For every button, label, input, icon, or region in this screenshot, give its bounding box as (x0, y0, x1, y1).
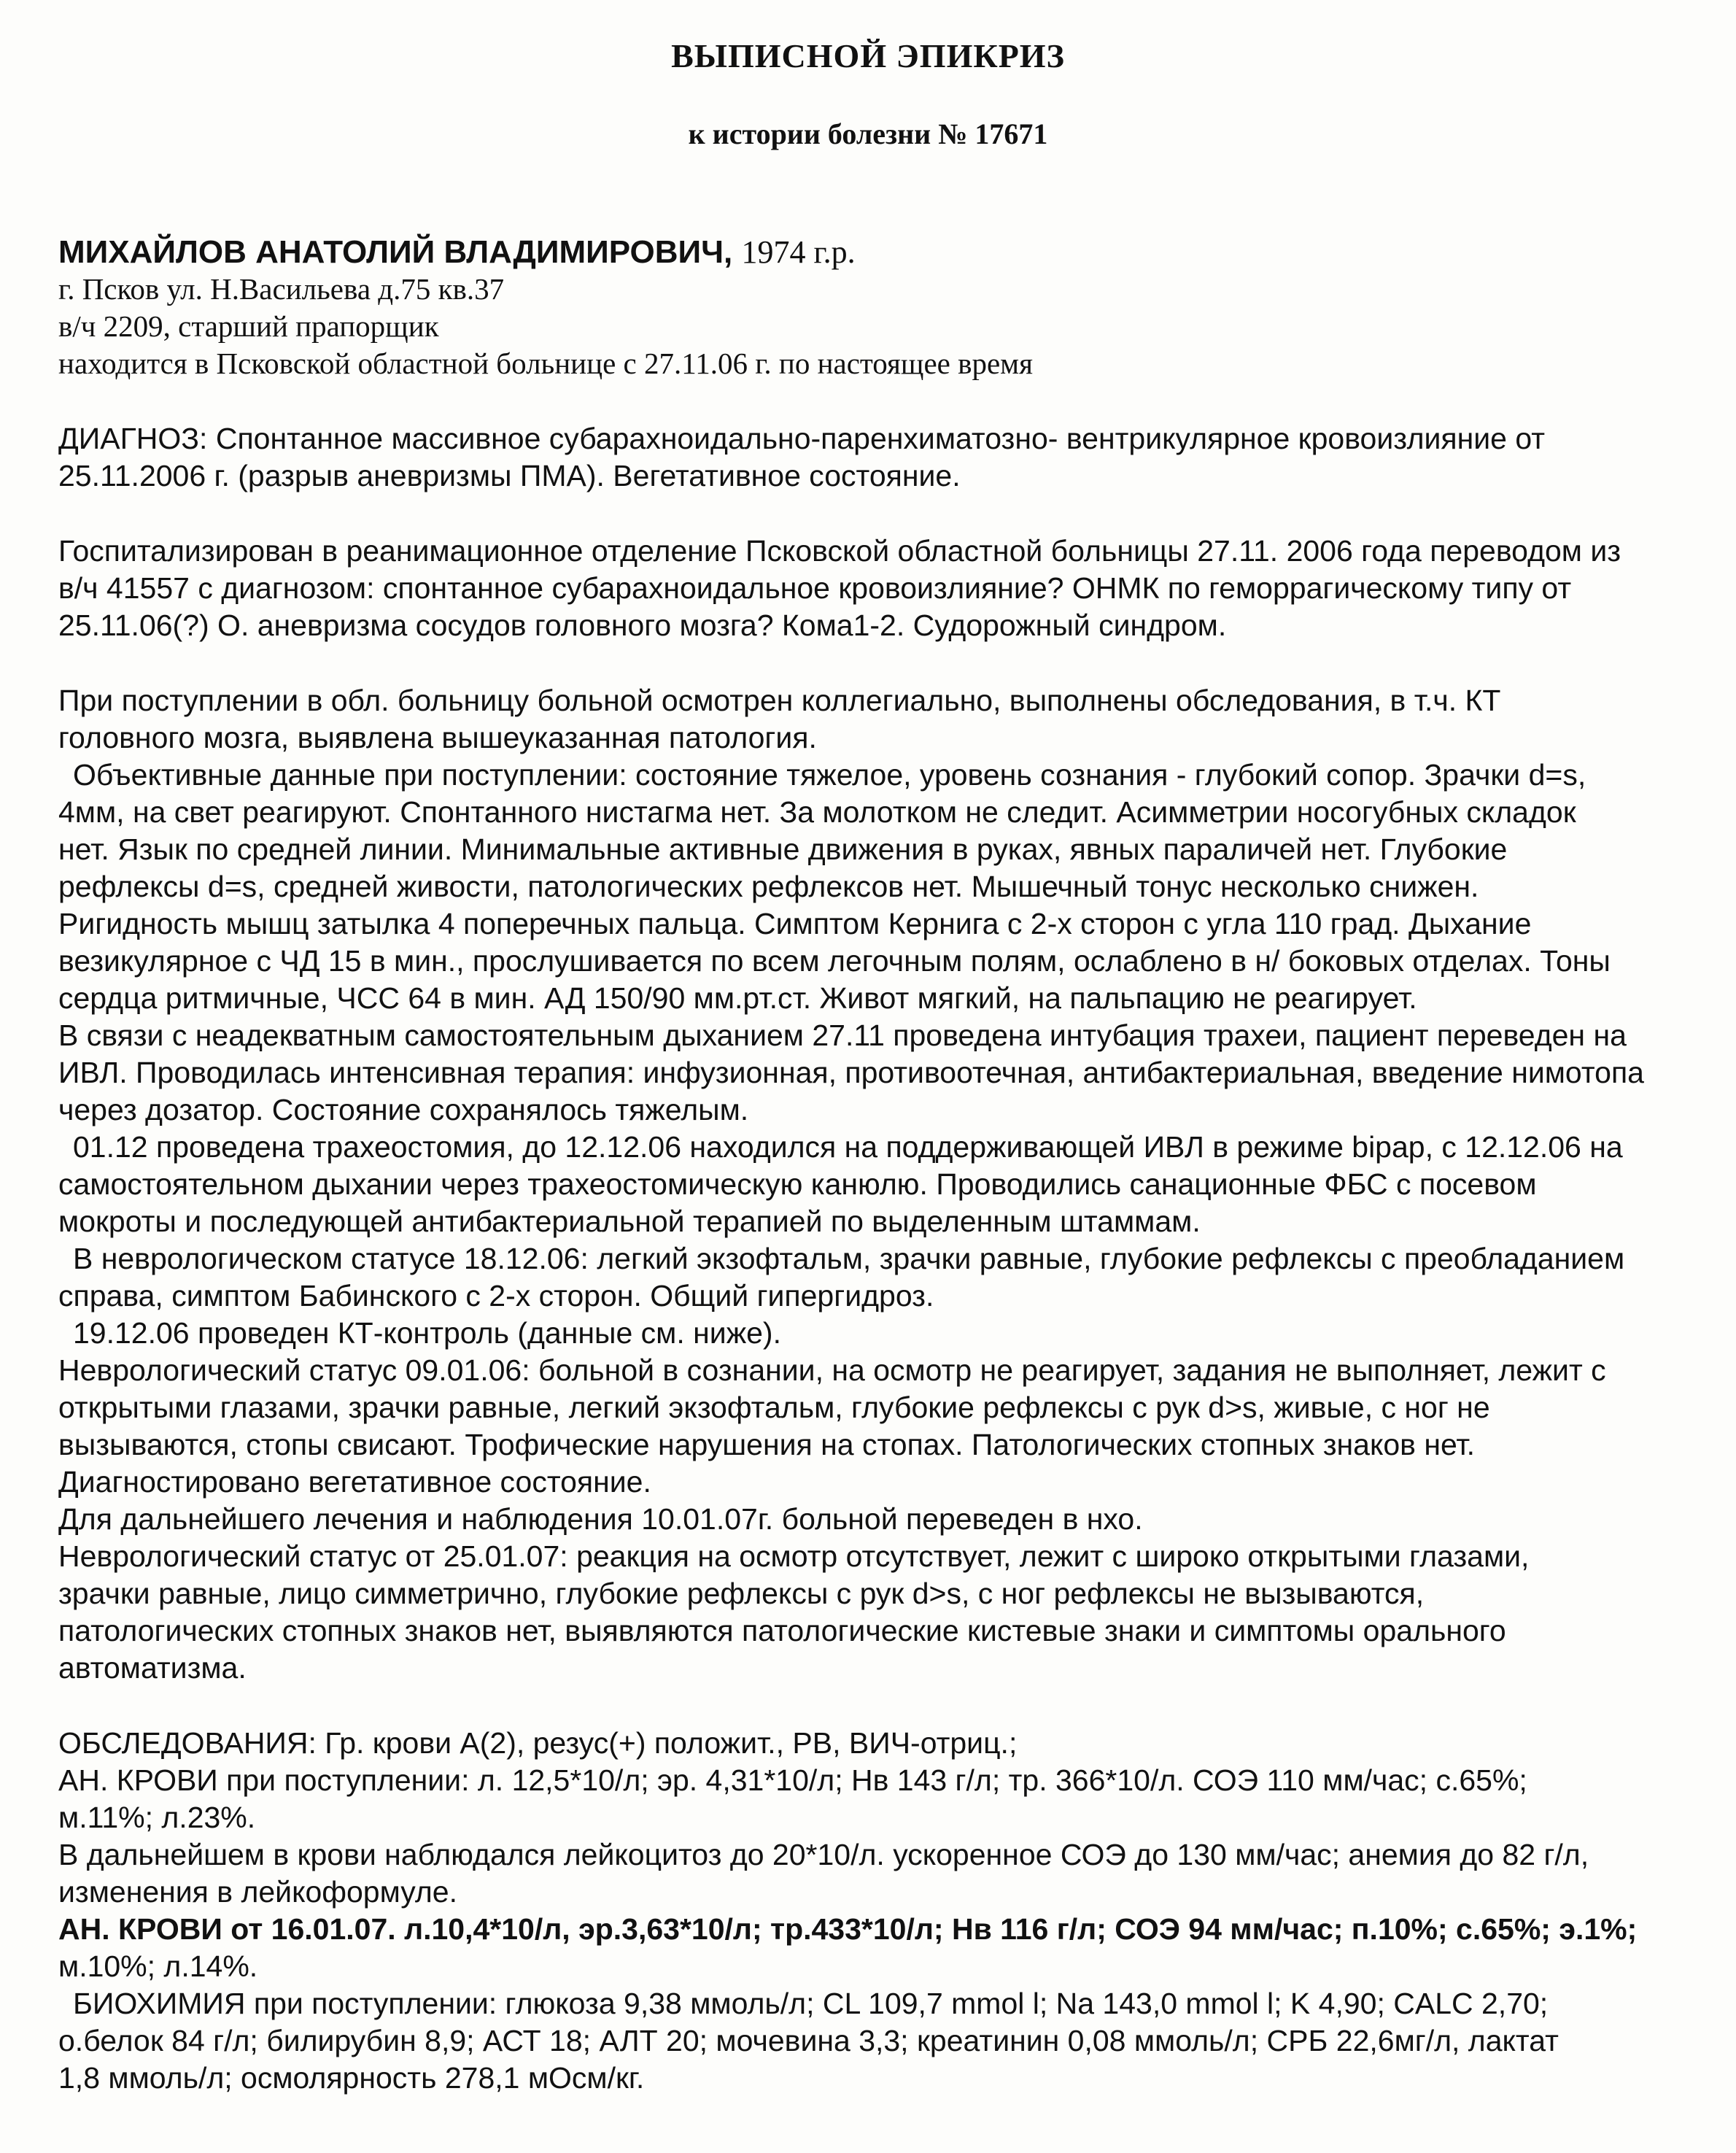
patient-address: г. Псков ул. Н.Васильева д.75 кв.37 (58, 272, 505, 306)
exam-line: ОБСЛЕДОВАНИЯ: Гр. крови А(2), резус(+) положит., РВ, ВИЧ-отриц.; (58, 1726, 1018, 1760)
course-line: открытыми глазами, зрачки равные, легкий экзофтальм, глубокие рефлексы с рук d>s, живые, с ног не (58, 1391, 1490, 1424)
course-line: нет. Язык по средней линии. Минимальные активные движения в руках, явных параличей нет. Глубокие (58, 832, 1508, 866)
course-line: справа, симптом Бабинского с 2-х сторон. Общий гипергидроз. (58, 1279, 934, 1313)
spacer (58, 495, 1685, 533)
course-line: сердца ритмичные, ЧСС 64 в мин. АД 150/90 мм.рт.ст. Живот мягкий, на пальпацию не реагирует. (58, 981, 1417, 1015)
patient-stay: находится в Псковской областной больнице с 27.11.06 г. по настоящее время (58, 347, 1033, 380)
spacer (58, 382, 1685, 420)
patient-name-line (58, 233, 1685, 271)
exam-line: БИОХИМИЯ при поступлении: глюкоза 9,38 ммоль/л; CL 109,7 mmol l; Na 143,0 mmol l; K 4,90; CALC 2,70; (73, 1987, 1549, 2020)
diagnosis-line: 25.11.2006 г. (разрыв аневризмы ПМА). Вегетативное состояние. (58, 459, 961, 492)
course-line: ИВЛ. Проводилась интенсивная терапия: инфузионная, противоотечная, антибактериальная, введение нимотопа (58, 1056, 1644, 1089)
exam-line: м.11%; л.23%. (58, 1801, 256, 1834)
admission-line: Госпитализирован в реанимационное отделение Псковской областной больницы 27.11. 2006 года переводом из (58, 534, 1621, 568)
course-line: Диагностировано вегетативное состояние. (58, 1465, 651, 1499)
course-line: В связи с неадекватным самостоятельным дыханием 27.11 проведена интубация трахеи, пациент переведен на (58, 1018, 1627, 1052)
course-line: рефлексы d=s, средней живости, патологических рефлексов нет. Мышечный тонус несколько снижен. (58, 870, 1479, 903)
course-line: Неврологический статус 09.01.06: больной в сознании, на осмотр не реагирует, задания не выполняет, лежит с (58, 1353, 1606, 1387)
course-line: 01.12 проведена трахеостомия, до 12.12.06 находился на поддерживающей ИВЛ в режиме bipap, с 12.12.06 на (73, 1130, 1623, 1164)
patient-name: МИХАЙЛОВ АНАТОЛИЙ ВЛАДИМИРОВИЧ, (58, 234, 733, 270)
course-line: 4мм, на свет реагируют. Спонтанного нистагма нет. За молотком не следит. Асимметрии носогубных складок (58, 795, 1576, 829)
course-line: через дозатор. Состояние сохранялось тяжелым. (58, 1093, 749, 1126)
course-line: головного мозга, выявлена вышеуказанная патология. (58, 721, 817, 754)
document-subtitle: к истории болезни № 17671 (688, 117, 1048, 150)
exam-line: 1,8 ммоль/л; осмолярность 278,1 мОсм/кг. (58, 2061, 645, 2095)
exam-line: м.10%; л.14%. (58, 1949, 258, 1983)
course-line: При поступлении в обл. больницу больной осмотрен коллегиально, выполнены обследования, в т.ч. КТ (58, 684, 1501, 717)
course-line: Для дальнейшего лечения и наблюдения 10.01.07г. больной переведен в нхо. (58, 1502, 1143, 1536)
course-line: 19.12.06 проведен КТ-контроль (данные см. ниже). (73, 1316, 781, 1350)
document-body (58, 233, 1685, 2097)
admission-line: в/ч 41557 с диагнозом: спонтанное субарахноидальное кровоизлияние? ОНМК по геморрагическому типу от (58, 571, 1572, 605)
course-line: Ригидность мышц затылка 4 поперечных пальца. Симптом Кернига с 2-х сторон с угла 110 град. Дыхание (58, 907, 1532, 940)
course-line: зрачки равные, лицо симметрично, глубокие рефлексы с рук d>s, с ног рефлексы не вызываются, (58, 1577, 1425, 1610)
patient-unit: в/ч 2209, старший прапорщик (58, 309, 439, 343)
exam-line: В дальнейшем в крови наблюдался лейкоцитоз до 20*10/л. ускоренное СОЭ до 130 мм/час; анемия до 82 г/л, (58, 1838, 1589, 1871)
course-line: Объективные данные при поступлении: состояние тяжелое, уровень сознания - глубокий сопор. Зрачки d=s, (73, 758, 1586, 792)
course-line: В неврологическом статусе 18.12.06: легкий экзофтальм, зрачки равные, глубокие рефлексы с преобладанием (73, 1242, 1625, 1275)
spacer (58, 1687, 1685, 1725)
exam-line: изменения в лейкоформуле. (58, 1875, 457, 1909)
diagnosis-line: ДИАГНОЗ: Спонтанное массивное субарахноидально-паренхиматозно- вентрикулярное кровоизлияние от (58, 422, 1546, 455)
course-line: самостоятельном дыхании через трахеостомическую канюлю. Проводились санационные ФБС с посевом (58, 1167, 1537, 1201)
admission-line: 25.11.06(?) О. аневризма сосудов головного мозга? Кома1-2. Судорожный синдром. (58, 608, 1227, 642)
patient-birth-year: 1974 г.р. (741, 234, 856, 270)
course-line: вызываются, стопы свисают. Трофические нарушения на стопах. Патологических стопных знаков нет. (58, 1428, 1476, 1461)
spacer (58, 644, 1685, 682)
course-line: патологических стопных знаков нет, выявляются патологические кистевые знаки и симптомы орального (58, 1614, 1506, 1647)
course-line: Неврологический статус от 25.01.07: реакция на осмотр отсутствует, лежит с широко открытыми глазами, (58, 1539, 1530, 1573)
course-line: мокроты и последующей антибактериальной терапией по выделенным штаммам. (58, 1205, 1201, 1238)
exam-line: АН. КРОВИ от 16.01.07. л.10,4*10/л, эр.3,63*10/л; тр.433*10/л; Нв 116 г/л; СОЭ 94 мм/час; п.10%; с.65%; э.1%; (58, 1912, 1638, 1946)
course-line: везикулярное с ЧД 15 в мин., прослушивается по всем легочным полям, ослаблено в н/ боковых отделах. Тоны (58, 944, 1611, 978)
course-line: автоматизма. (58, 1651, 247, 1685)
document-title: ВЫПИСНОЙ ЭПИКРИЗ (671, 37, 1065, 74)
exam-line: о.белок 84 г/л; билирубин 8,9; АСТ 18; АЛТ 20; мочевина 3,3; креатинин 0,08 ммоль/л; СРБ 22,6мг/л, лактат (58, 2024, 1559, 2057)
exam-line: АН. КРОВИ при поступлении: л. 12,5*10/л; эр. 4,31*10/л; Нв 143 г/л; тр. 366*10/л. СОЭ 110 мм/час; с.65%; (58, 1763, 1527, 1797)
